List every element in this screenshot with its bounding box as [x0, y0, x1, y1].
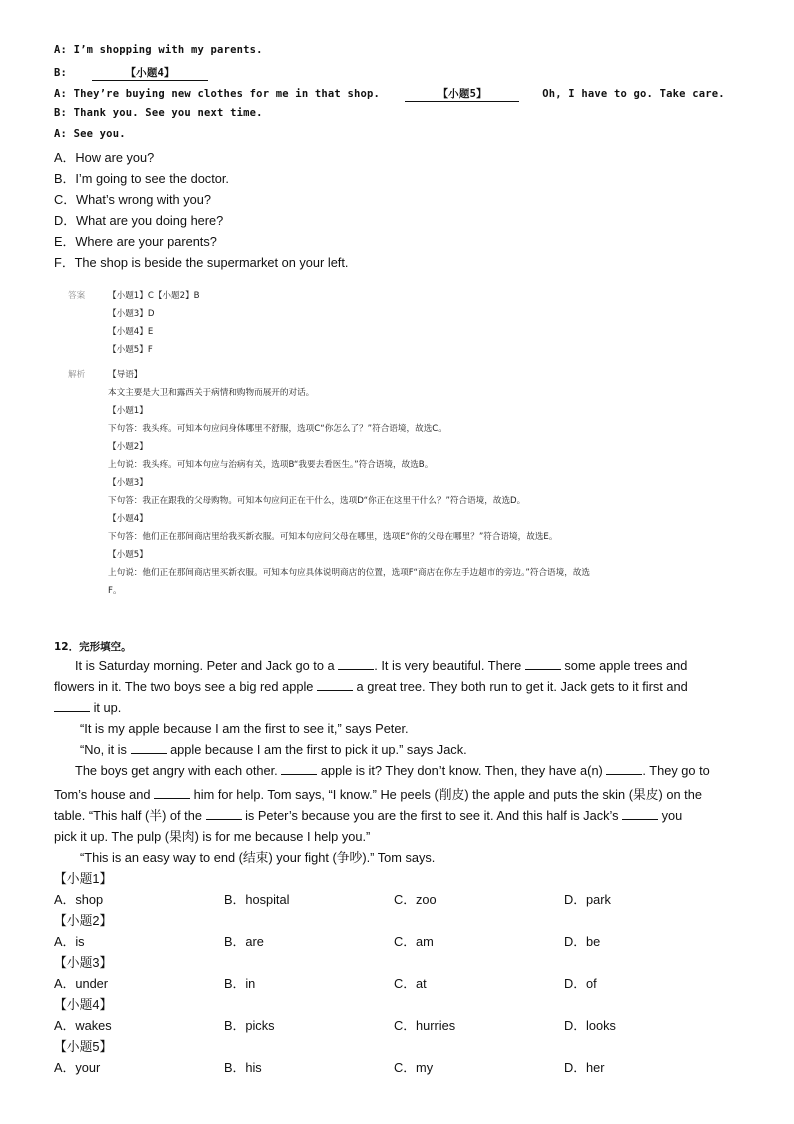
answer-line: 【小题4】E [108, 327, 154, 337]
choice-a: A．How are you? [54, 150, 155, 165]
choice-d: D．What are you doing here? [54, 213, 224, 228]
option[interactable]: A．under [54, 976, 109, 991]
option[interactable]: A．wakes [54, 1018, 112, 1033]
dialogue-line-a2 [54, 86, 725, 102]
option[interactable]: D．park [564, 892, 611, 907]
blank-question-4: 【小题4】 [92, 65, 208, 81]
passage-line: it up. [54, 700, 121, 715]
option[interactable]: D．her [564, 1060, 605, 1075]
cloze-blank-6 [281, 764, 317, 775]
analysis-line: 【导语】 [108, 370, 143, 380]
analysis-line: 上句说：我头疼。可知本句应与治病有关，选项B“我要去看医生。”符合语境，故选B。 [108, 460, 434, 470]
cloze-blank-8 [154, 788, 190, 799]
analysis-line: F。 [108, 586, 122, 596]
question-12-heading: 12．完形填空。 [54, 641, 132, 653]
blank-question-5: 【小题5】 [405, 86, 519, 102]
dialogue-line-a3: A: See you. [54, 128, 126, 140]
analysis-line: 下句答：他们正在那间商店里给我买新衣服。可知本句应问父母在哪里，选项E“你的父母在哪里？”符合语境，故选E。 [108, 532, 558, 542]
option[interactable]: A．shop [54, 892, 104, 907]
analysis-line: 【小题3】 [108, 478, 148, 488]
passage-line: flowers in it. The two boys see a big red apple a great tree. They both run to get it. Jack gets to it first and [54, 679, 688, 694]
option[interactable]: A．your [54, 1060, 101, 1075]
analysis-line: 【小题1】 [108, 406, 148, 416]
cloze-blank-3 [317, 680, 353, 691]
passage-line: The boys get angry with each other. apple is it? They don’t know. Then, they have a(n) . They go to [75, 763, 710, 778]
analysis-line: 【小题4】 [108, 514, 148, 524]
choice-f: F．The shop is beside the supermarket on your left. [54, 255, 349, 270]
passage-line: “This is an easy way to end (结束) your fight (争吵).” Tom says. [80, 850, 436, 865]
option[interactable]: B．picks [224, 1018, 275, 1033]
sub-question-label: 【小题3】 [54, 955, 113, 970]
option[interactable]: C．am [394, 934, 434, 949]
option-row [54, 1057, 754, 1075]
answer-line: 【小题5】F [108, 345, 153, 355]
option[interactable]: D．of [564, 976, 597, 991]
option[interactable]: B．hospital [224, 892, 290, 907]
sub-question-label: 【小题5】 [54, 1039, 113, 1054]
cloze-blank-5 [131, 743, 167, 754]
option[interactable]: C．at [394, 976, 427, 991]
option[interactable]: C．zoo [394, 892, 437, 907]
passage-line: pick it up. The pulp (果肉) is for me because I help you.” [54, 829, 371, 844]
dialogue-line-a1: A: I’m shopping with my parents. [54, 44, 263, 56]
option-row [54, 973, 754, 991]
sub-question-label: 【小题1】 [54, 871, 113, 886]
passage-line: “No, it is apple because I am the first to pick it up.” says Jack. [80, 742, 467, 757]
option[interactable]: B．are [224, 934, 264, 949]
choice-b: B．I’m going to see the doctor. [54, 171, 229, 186]
answer-line: 【小题3】D [108, 309, 155, 319]
option[interactable]: C．hurries [394, 1018, 456, 1033]
dialogue-speaker-b: B: [54, 67, 68, 79]
option-row [54, 889, 754, 907]
dialogue-line-a2-text: A: They’re buying new clothes for me in that shop. [54, 88, 381, 100]
dialogue-line-b2: B: Thank you. See you next time. [54, 107, 263, 119]
option[interactable]: B．his [224, 1060, 262, 1075]
option-row [54, 931, 754, 949]
cloze-blank-9 [206, 809, 242, 820]
cloze-blank-10 [622, 809, 658, 820]
choice-e: E．Where are your parents? [54, 234, 217, 249]
cloze-blank-2 [525, 659, 561, 670]
sub-question-label: 【小题4】 [54, 997, 113, 1012]
analysis-label: 解析 [68, 370, 86, 380]
cloze-blank-4 [54, 701, 90, 712]
dialogue-line-a2-suffix: Oh, I have to go. Take care. [542, 88, 725, 100]
analysis-line: 下句答：我正在跟我的父母购物。可知本句应问正在干什么，选项D“你正在这里干什么？”符合语境，故选D。 [108, 496, 526, 506]
passage-line: Tom’s house and him for help. Tom says, “I know.” He peels (削皮) the apple and puts the skin (果皮) on the [54, 787, 702, 802]
cloze-blank-7 [606, 764, 642, 775]
option[interactable]: D．looks [564, 1018, 616, 1033]
passage-line: table. “This half (半) of the is Peter’s because you are the first to see it. And this half is Jack’s you [54, 808, 683, 823]
analysis-line: 本文主要是大卫和露西关于病情和购物而展开的对话。 [108, 388, 315, 398]
option-row [54, 1015, 754, 1033]
option[interactable]: B．in [224, 976, 256, 991]
option[interactable]: A．is [54, 934, 85, 949]
sub-question-label: 【小题2】 [54, 913, 113, 928]
passage-line: “It is my apple because I am the first to see it,” says Peter. [80, 721, 409, 736]
analysis-line: 上句说：他们正在那间商店里买新衣服。可知本句应具体说明商店的位置，选项F“商店在你左手边超市的旁边。”符合语境，故选 [108, 568, 591, 578]
cloze-blank-1 [338, 659, 374, 670]
choice-c: C．What’s wrong with you? [54, 192, 211, 207]
analysis-line: 下句答：我头疼。可知本句应问身体哪里不舒服，选项C“你怎么了？”符合语境，故选C。 [108, 424, 447, 434]
analysis-line: 【小题2】 [108, 442, 148, 452]
passage-line: It is Saturday morning. Peter and Jack go to a . It is very beautiful. There some apple trees and [75, 658, 688, 673]
option[interactable]: C．my [394, 1060, 434, 1075]
option[interactable]: D．be [564, 934, 601, 949]
answer-line: 【小题1】C【小题2】B [108, 291, 200, 301]
analysis-line: 【小题5】 [108, 550, 148, 560]
answer-label: 答案 [68, 291, 86, 301]
dialogue-line-b1 [54, 65, 208, 81]
